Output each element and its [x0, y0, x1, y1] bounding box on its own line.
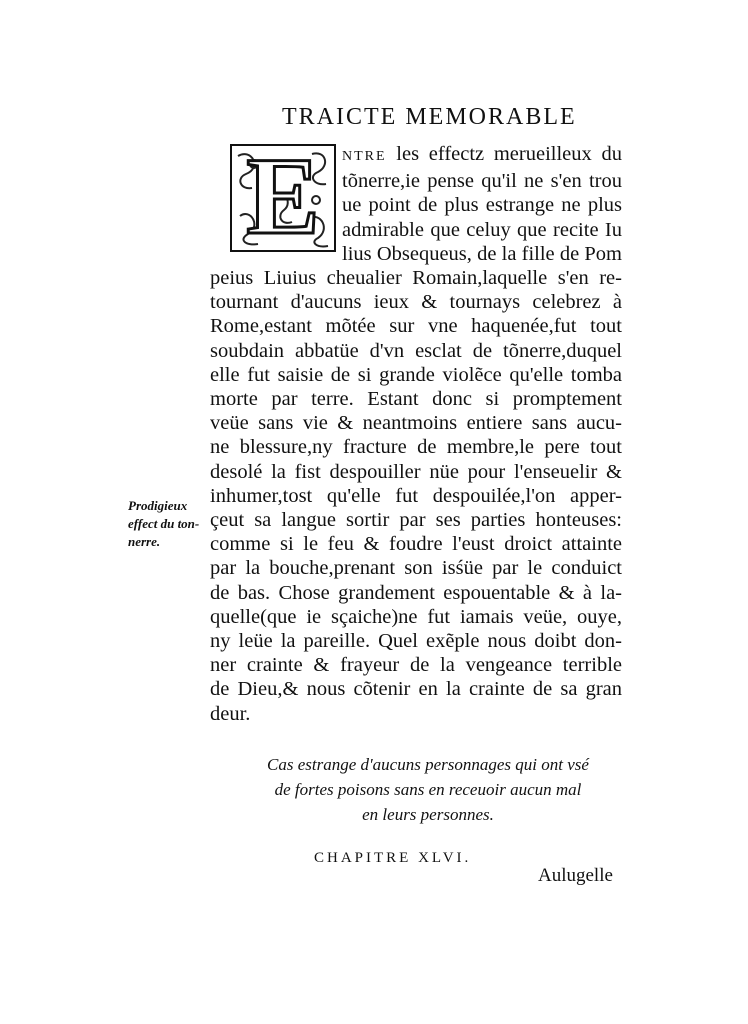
text-line: Rome,estant mõtée sur vne haquenée,fut tout [210, 315, 622, 338]
text-line: tõnerre,ie pense qu'il ne s'en trou [342, 170, 622, 193]
chapter-heading [240, 752, 616, 827]
chapter-number: CHAPITRE XLVI. [314, 850, 472, 866]
first-word-smallcaps: NTRE [342, 149, 387, 164]
text-line: çeut sa langue sortir par ses parties honteuses: [210, 509, 622, 532]
text-line: admirable que celuy que recite Iu [342, 218, 622, 241]
text-line: de Dieu,& nous cõtenir en la crainte de sa gran [210, 678, 622, 701]
running-title: TRAICTE MEMORABLE [282, 104, 577, 130]
text-line: de bas. Chose grandement espouentable & à la- [210, 581, 622, 604]
catchword: Aulugelle [538, 865, 613, 886]
decorated-initial-image [230, 144, 336, 252]
text-line: peius Liuius cheualier Romain,laquelle s'en re- [210, 267, 622, 290]
text-line: desolé la fist despouiller nüe pour l'enseuelir & [210, 460, 622, 483]
text-line: soubdain abbatüe d'vn esclat de tõnerre,duquel [210, 339, 622, 362]
text-line: comme si le feu & foudre l'eust droict attainte [210, 533, 622, 556]
text-line: inhumer,tost qu'elle fut despouilée,l'on apper- [210, 484, 622, 507]
chapter-heading-line: Cas estrange d'aucuns personnages qui ont vsé [267, 755, 589, 774]
margin-note [128, 497, 210, 551]
text-line: ner crainte & frayeur de la vengeance terrible [210, 654, 622, 677]
margin-note-line: nerre. [128, 534, 161, 549]
chapter-heading-line: de fortes poisons sans en receuoir aucun mal [274, 780, 582, 799]
text-line: ny leüe la pareille. Quel exẽple nous doibt don- [210, 630, 622, 653]
margin-note-line: Prodigieux [128, 498, 188, 513]
text-line: tournant d'aucuns ieux & tournays celebrez à [210, 291, 622, 314]
text-line: lius Obsequeus, de la fille de Pom [342, 242, 622, 265]
margin-note-line: effect du ton- [128, 516, 200, 531]
text-line: quelle(que ie sçaiche)ne fut iamais veüe, ouye, [210, 605, 622, 628]
text-line: par la bouche,prenant son isśüe par le conduict [210, 557, 622, 580]
text-line: ne blessure,ny fracture de membre,le pere tout [210, 436, 622, 459]
drop-cap-letter: E [246, 144, 320, 252]
body-text [210, 142, 622, 726]
text-line: morte par terre. Estant donc si promptement [210, 388, 622, 411]
text-line: ue point de plus estrange ne plus [342, 194, 622, 217]
text-line-content: les effectz merueilleux du [396, 143, 622, 165]
text-line: veüe sans vie & neantmoins entiere sans aucu- [210, 412, 622, 435]
text-line: deur. [210, 702, 251, 725]
chapter-heading-line: en leurs personnes. [362, 805, 494, 824]
text-line: elle fut saisie de si grande violẽce qu'elle tomba [210, 363, 622, 386]
